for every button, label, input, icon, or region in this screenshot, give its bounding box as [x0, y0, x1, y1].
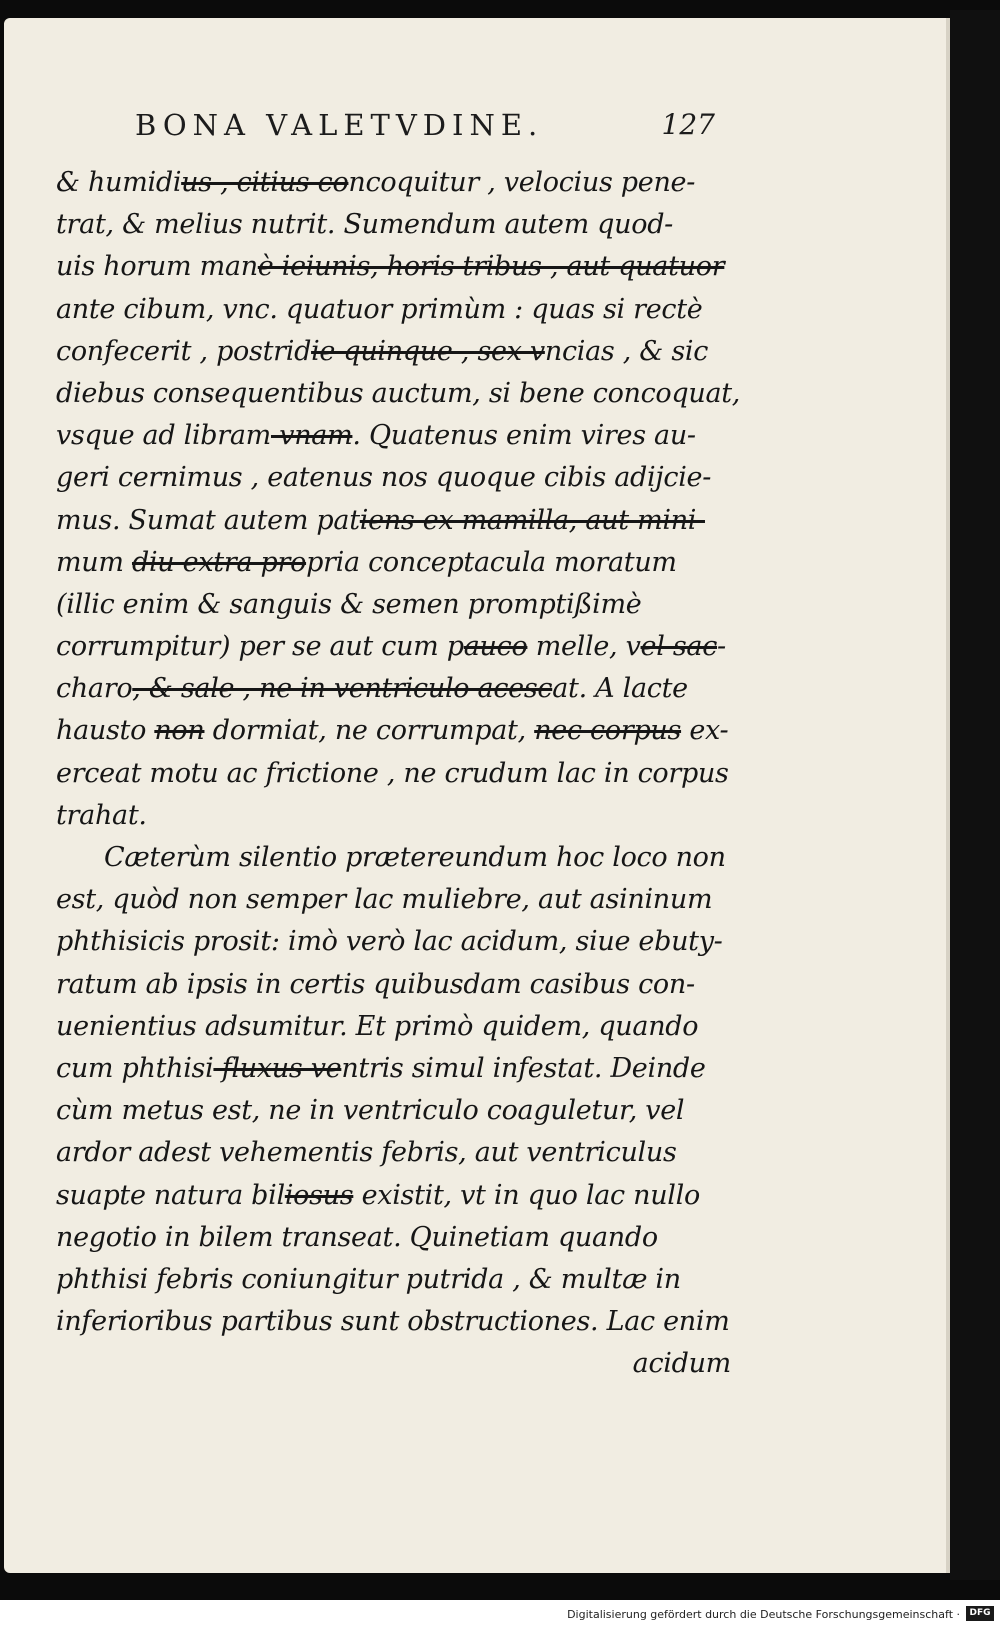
line-text: ntris simul infestat. Deinde	[341, 1052, 706, 1084]
line-text: -	[717, 631, 726, 663]
text-line	[56, 1217, 731, 1259]
line-text: cùm metus est, ne in ventriculo coaguletur, vel	[56, 1095, 685, 1127]
struck-text: auco	[463, 631, 528, 663]
line-text: erceat motu ac frictione , ne crudum lac in corpus	[56, 757, 729, 789]
text-line	[56, 1048, 731, 1090]
struck-text: iosus	[284, 1179, 354, 1211]
line-text: diebus consequentibus auctum, si bene concoquat,	[56, 377, 741, 409]
line-text: inferioribus partibus sunt obstructiones. Lac enim	[56, 1306, 730, 1338]
line-text: acidum	[632, 1348, 731, 1380]
struck-text: vnam	[270, 420, 353, 452]
struck-text: el sac	[640, 631, 718, 663]
line-text: mum	[56, 546, 132, 578]
text-line	[56, 1175, 731, 1217]
text-line	[56, 204, 731, 246]
line-text: est, quòd non semper lac muliebre, aut asininum	[56, 884, 713, 916]
struck-text: , & sale , ne in ventriculo acesc	[132, 673, 553, 705]
line-text: . Quatenus enim vires au-	[352, 420, 696, 452]
text-line	[56, 542, 731, 584]
line-text: & humidi	[56, 167, 182, 198]
text-line	[56, 626, 731, 668]
line-text: (illic enim & sanguis & semen promptißimè	[56, 588, 642, 620]
line-text: hausto	[56, 715, 155, 747]
line-text: Cæterùm silentio prætereundum hoc loco non	[104, 842, 726, 873]
text-line	[56, 584, 731, 626]
line-text: existit, vt in quo lac nullo	[353, 1179, 700, 1211]
struck-text: iens ex mamilla, aut mini-	[359, 504, 705, 536]
text-line	[56, 1132, 731, 1174]
footer-credit: Digitalisierung gefördert durch die Deutsche Forschungsgemeinschaft ·	[567, 1608, 960, 1621]
text-line	[56, 246, 731, 288]
line-text: trahat.	[56, 799, 147, 831]
struck-text: è ieiunis, horis tribus , aut quatuor	[257, 251, 725, 283]
line-text: ardor adest vehementis febris, aut ventriculus	[56, 1137, 677, 1169]
line-text: pria conceptacula moratum	[306, 546, 677, 578]
text-line	[56, 373, 741, 415]
text-line	[56, 1343, 731, 1385]
line-text: negotio in bilem transeat. Quinetiam quando	[56, 1221, 658, 1253]
line-text: uenientius adsumitur. Et primò quidem, quando	[56, 1010, 699, 1042]
line-text: ratum ab ipsis in certis quibusdam casibus con-	[56, 968, 695, 1000]
text-line	[56, 1006, 731, 1048]
footer-bar	[0, 1600, 1000, 1633]
line-text: melle, v	[527, 631, 641, 663]
text-line	[56, 289, 731, 331]
text-line	[56, 921, 731, 963]
text-line	[56, 500, 731, 542]
line-text: cum phthisi	[56, 1052, 214, 1084]
line-text: geri cernimus , eatenus nos quoque cibis adijcie-	[56, 462, 712, 494]
scan-background-edge	[950, 10, 1000, 1580]
line-text: ncias , & sic	[544, 335, 709, 367]
text-line	[56, 1259, 731, 1301]
text-line	[56, 162, 731, 204]
text-line	[56, 753, 731, 795]
line-text: dormiat, ne corrumpat,	[204, 715, 535, 747]
line-text: ncoquitur , velocius pene-	[348, 167, 696, 198]
dfg-logo: DFG	[966, 1606, 994, 1621]
text-line	[56, 668, 731, 710]
running-title: BONA VALETVDINE.	[135, 108, 544, 142]
text-line	[56, 457, 731, 499]
page-number: 127	[661, 108, 715, 141]
text-line	[56, 710, 731, 752]
line-text: vsque ad libram	[56, 420, 271, 452]
text-block	[56, 162, 741, 1385]
line-text: confecerit , postrid	[56, 335, 312, 367]
line-text: suapte natura bil	[56, 1179, 285, 1211]
struck-text: nec corpus	[534, 715, 682, 747]
text-line	[56, 1301, 731, 1343]
text-line	[56, 837, 731, 879]
line-text: charo	[56, 673, 133, 705]
line-text: phthisi febris coniungitur putrida , & multæ in	[56, 1263, 681, 1295]
text-line	[56, 964, 731, 1006]
struck-text: us , citius co	[181, 167, 349, 198]
running-head	[135, 108, 715, 156]
text-line	[56, 331, 731, 373]
line-text: ante cibum, vnc. quatuor primùm : quas si rectè	[56, 293, 703, 325]
struck-text: non	[154, 715, 205, 747]
line-text: mus. Sumat autem pat	[56, 504, 360, 536]
line-text: trat, & melius nutrit. Sumendum autem quod-	[56, 209, 673, 241]
text-line	[56, 415, 731, 457]
line-text: at. A lacte	[552, 673, 688, 705]
text-line	[56, 795, 731, 837]
text-line	[56, 1090, 731, 1132]
struck-text: diu extra pro	[131, 546, 307, 578]
struck-text: ie quinque , sex v	[311, 335, 545, 367]
text-line	[56, 879, 731, 921]
line-text: ex-	[681, 715, 729, 747]
line-text: phthisicis prosit: imò verò lac acidum, siue ebuty-	[56, 926, 723, 958]
line-text: corrumpitur) per se aut cum p	[56, 631, 464, 663]
line-text: uis horum man	[56, 251, 258, 283]
struck-text: fluxus ve	[213, 1052, 342, 1084]
